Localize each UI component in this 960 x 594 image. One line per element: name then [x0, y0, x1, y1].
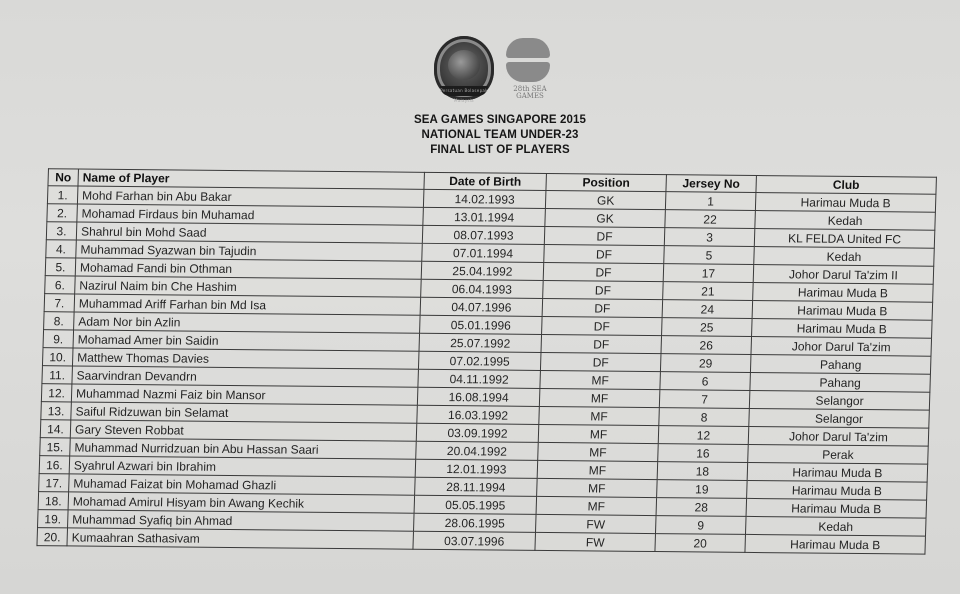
cell-dob: 07.02.1995	[418, 351, 541, 370]
document-title	[360, 113, 640, 158]
cell-club: Harimau Muda B	[747, 480, 928, 500]
cell-position: MF	[538, 442, 659, 461]
cell-name: Shahrul bin Mohd Saad	[76, 222, 423, 243]
cell-dob: 08.07.1993	[422, 225, 545, 244]
cell-jersey: 20	[655, 534, 746, 553]
cell-club: KL FELDA United FC	[754, 228, 935, 248]
cell-jersey: 7	[659, 390, 750, 409]
cell-club: Harimau Muda B	[747, 462, 928, 482]
cell-name: Adam Nor bin Azlin	[74, 312, 421, 333]
sea-games-logo	[504, 38, 552, 84]
cell-jersey: 12	[658, 426, 749, 445]
cell-no: 19.	[38, 510, 69, 528]
cell-position: MF	[539, 388, 660, 407]
cell-club: Pahang	[750, 354, 931, 374]
cell-name: Saarvindran Devandrn	[72, 366, 419, 387]
cell-club: Kedah	[745, 516, 926, 536]
cell-no: 16.	[39, 456, 70, 474]
cell-club: Harimau Muda B	[755, 193, 936, 213]
cell-no: 6.	[45, 276, 76, 294]
cell-jersey: 9	[655, 516, 746, 535]
col-header-no: No	[48, 169, 79, 186]
cell-jersey: 26	[661, 336, 752, 355]
cell-club: Harimau Muda B	[745, 534, 926, 554]
cell-no: 8.	[44, 312, 75, 330]
cell-dob: 03.07.1996	[413, 531, 536, 550]
cell-no: 13.	[41, 402, 72, 420]
cell-position: DF	[543, 262, 664, 281]
cell-dob: 28.11.1994	[415, 477, 538, 496]
cell-no: 9.	[43, 330, 74, 348]
cell-position: GK	[545, 190, 666, 209]
header-logos	[432, 36, 562, 106]
cell-name: Mohamad Firdaus bin Muhamad	[77, 204, 424, 225]
cell-name: Mohd Farhan bin Abu Bakar	[77, 186, 424, 207]
cell-club: Pahang	[750, 372, 931, 392]
cell-name: Nazirul Naim bin Che Hashim	[75, 276, 422, 297]
cell-position: GK	[545, 208, 666, 227]
cell-position: MF	[540, 370, 661, 389]
players-table-container	[14, 168, 938, 555]
cell-no: 15.	[40, 438, 71, 456]
cell-no: 20.	[37, 528, 68, 546]
cell-no: 4.	[46, 240, 77, 258]
col-header-name: Name of Player	[78, 169, 425, 189]
cell-name: Syahrul Azwari bin Ibrahim	[69, 456, 416, 477]
cell-dob: 04.11.1992	[418, 369, 541, 388]
cell-name: Muhammad Syazwan bin Tajudin	[76, 240, 423, 261]
players-table	[36, 168, 937, 554]
cell-jersey: 21	[663, 282, 754, 301]
cell-position: DF	[540, 352, 661, 371]
cell-name: Matthew Thomas Davies	[72, 348, 419, 369]
cell-dob: 03.09.1992	[416, 423, 539, 442]
cell-club: Harimau Muda B	[746, 498, 927, 518]
cell-jersey: 22	[665, 210, 756, 229]
cell-dob: 14.02.1993	[423, 189, 546, 208]
cell-name: Kumaahran Sathasivam	[67, 528, 414, 549]
cell-club: Kedah	[754, 246, 935, 266]
title-team: NATIONAL TEAM UNDER-23	[421, 129, 579, 141]
cell-no: 14.	[40, 420, 71, 438]
sea-games-logo-bottom	[506, 62, 550, 82]
cell-name: Saiful Ridzuwan bin Selamat	[71, 402, 418, 423]
cell-no: 17.	[39, 474, 70, 492]
cell-dob: 04.07.1996	[420, 297, 543, 316]
fam-crest-logo	[434, 36, 494, 103]
cell-dob: 25.04.1992	[421, 261, 544, 280]
cell-dob: 05.05.1995	[414, 495, 537, 514]
cell-club: Johor Darul Ta'zim	[748, 426, 929, 446]
cell-club: Selangor	[749, 390, 930, 410]
cell-jersey: 18	[657, 462, 748, 481]
cell-position: MF	[537, 478, 658, 497]
cell-name: Muhammad Nurridzuan bin Abu Hassan Saari	[70, 438, 417, 459]
sea-games-logo-text: 28th SEA GAMES	[513, 85, 547, 100]
cell-dob: 06.04.1993	[421, 279, 544, 298]
cell-name: Muhammad Syafiq bin Ahmad	[68, 510, 415, 531]
col-header-dob: Date of Birth	[424, 172, 547, 190]
cell-no: 3.	[46, 222, 77, 240]
cell-dob: 13.01.1994	[423, 207, 546, 226]
title-list: FINAL LIST OF PLAYERS	[430, 144, 570, 156]
cell-club: Johor Darul Ta'zim II	[753, 264, 934, 284]
tiger-emblem-icon	[448, 50, 480, 80]
cell-jersey: 28	[656, 498, 747, 517]
cell-dob: 28.06.1995	[414, 513, 537, 532]
cell-no: 5.	[45, 258, 76, 276]
cell-position: DF	[544, 244, 665, 263]
cell-position: MF	[537, 460, 658, 479]
cell-no: 7.	[44, 294, 75, 312]
cell-club: Selangor	[749, 408, 930, 428]
cell-name: Mohamad Fandi bin Othman	[75, 258, 422, 279]
cell-jersey: 8	[659, 408, 750, 427]
cell-no: 12.	[41, 384, 72, 402]
cell-dob: 12.01.1993	[415, 459, 538, 478]
cell-position: DF	[543, 280, 664, 299]
cell-position: DF	[542, 316, 663, 335]
cell-no: 2.	[47, 204, 78, 222]
cell-club: Johor Darul Ta'zim	[751, 336, 932, 356]
cell-name: Muhammad Nazmi Faiz bin Mansor	[71, 384, 418, 405]
cell-jersey: 5	[664, 246, 755, 265]
cell-dob: 16.03.1992	[417, 405, 540, 424]
cell-dob: 05.01.1996	[420, 315, 543, 334]
cell-club: Harimau Muda B	[753, 282, 934, 302]
cell-position: DF	[542, 298, 663, 317]
cell-club: Harimau Muda B	[752, 318, 933, 338]
cell-club: Harimau Muda B	[752, 300, 933, 320]
cell-club: Perak	[748, 444, 929, 464]
col-header-club: Club	[756, 176, 937, 195]
cell-position: FW	[535, 514, 656, 533]
sea-games-logo-top	[506, 38, 550, 58]
cell-dob: 16.08.1994	[417, 387, 540, 406]
cell-name: Mohamad Amer bin Saidin	[73, 330, 420, 351]
cell-no: 18.	[38, 492, 69, 510]
cell-jersey: 16	[658, 444, 749, 463]
cell-position: MF	[536, 496, 657, 515]
cell-position: DF	[541, 334, 662, 353]
title-event: SEA GAMES SINGAPORE 2015	[414, 114, 586, 126]
cell-dob: 25.07.1992	[419, 333, 542, 352]
cell-jersey: 1	[665, 192, 756, 211]
cell-name: Muhammad Ariff Farhan bin Md Isa	[74, 294, 421, 315]
cell-position: MF	[538, 424, 659, 443]
cell-name: Mohamad Amirul Hisyam bin Awang Kechik	[68, 492, 415, 513]
fam-crest-ribbon: Persatuan Bolasepak Malaysia	[440, 88, 488, 103]
cell-jersey: 6	[660, 372, 751, 391]
cell-jersey: 24	[662, 300, 753, 319]
col-header-jersey: Jersey No	[666, 175, 757, 193]
cell-dob: 20.04.1992	[416, 441, 539, 460]
cell-dob: 07.01.1994	[422, 243, 545, 262]
cell-club: Kedah	[755, 211, 936, 231]
cell-jersey: 29	[660, 354, 751, 373]
cell-no: 10.	[42, 348, 73, 366]
cell-position: FW	[535, 532, 656, 551]
col-header-position: Position	[546, 173, 667, 191]
cell-no: 1.	[47, 186, 78, 204]
cell-jersey: 19	[657, 480, 748, 499]
cell-position: DF	[544, 226, 665, 245]
cell-name: Gary Steven Robbat	[70, 420, 417, 441]
cell-jersey: 17	[663, 264, 754, 283]
cell-jersey: 25	[662, 318, 753, 337]
cell-position: MF	[539, 406, 660, 425]
cell-jersey: 3	[664, 228, 755, 247]
cell-name: Muhamad Faizat bin Mohamad Ghazli	[69, 474, 416, 495]
cell-no: 11.	[42, 366, 73, 384]
